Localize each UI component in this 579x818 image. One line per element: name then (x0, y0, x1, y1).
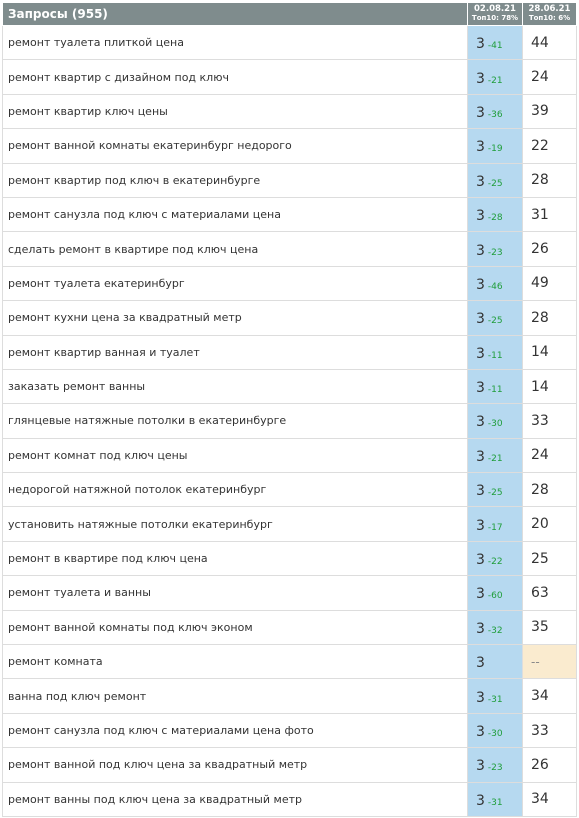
table-row (3, 748, 577, 782)
table-row (3, 129, 577, 163)
query-cell[interactable]: ремонт ванны под ключ цена за квадратный метр (3, 782, 468, 816)
position-change: -23 (487, 247, 503, 258)
current-position: 3 (476, 173, 485, 190)
position-change: -21 (487, 453, 503, 464)
current-position: 3 (476, 345, 485, 362)
current-position: 3 (476, 448, 485, 465)
previous-position-cell: 49 (523, 266, 577, 300)
current-position: 3 (476, 139, 485, 156)
previous-position-cell: 31 (523, 197, 577, 231)
previous-position-cell: -- (523, 645, 577, 679)
position-change: -11 (487, 385, 503, 396)
current-position-cell (468, 335, 523, 369)
query-cell[interactable]: ремонт в квартире под ключ цена (3, 541, 468, 575)
previous-position-cell: 28 (523, 301, 577, 335)
query-cell[interactable]: недорогой натяжной потолок екатеринбург (3, 473, 468, 507)
current-position-cell (468, 748, 523, 782)
current-position-cell (468, 232, 523, 266)
position-change: -17 (487, 522, 503, 533)
table-row (3, 438, 577, 472)
date-column-header-current[interactable] (468, 3, 523, 26)
previous-position-cell: 33 (523, 404, 577, 438)
current-position-cell (468, 438, 523, 472)
previous-position-cell: 63 (523, 576, 577, 610)
current-position: 3 (476, 36, 485, 53)
current-position-cell (468, 541, 523, 575)
position-change: -28 (487, 213, 503, 224)
position-change: -60 (487, 591, 503, 602)
current-position-cell (468, 610, 523, 644)
current-position: 3 (476, 552, 485, 569)
table-row (3, 369, 577, 403)
position-change: -30 (487, 419, 503, 430)
query-cell[interactable]: ремонт комната (3, 645, 468, 679)
current-position-cell (468, 94, 523, 128)
table-header-row (3, 3, 577, 26)
table-row (3, 473, 577, 507)
previous-position-cell: 34 (523, 679, 577, 713)
date-column-header-previous[interactable] (523, 3, 577, 26)
table-row (3, 26, 577, 60)
current-position: 3 (476, 689, 485, 706)
query-cell[interactable]: сделать ремонт в квартире под ключ цена (3, 232, 468, 266)
current-position: 3 (476, 724, 485, 740)
current-position: 3 (476, 586, 485, 603)
current-position-cell (468, 713, 523, 747)
position-change: -46 (487, 281, 503, 292)
current-position-cell (468, 404, 523, 438)
table-row (3, 163, 577, 197)
position-change: -31 (487, 797, 503, 808)
current-position-cell (468, 645, 523, 679)
current-position: 3 (476, 70, 485, 87)
query-cell[interactable]: ремонт санузла под ключ с материалами цена фото (3, 713, 468, 747)
current-position-cell (468, 782, 523, 816)
current-date: 02.08.21 (474, 4, 516, 14)
current-position-cell (468, 197, 523, 231)
queries-header[interactable]: Запросы (955) (3, 3, 468, 26)
current-position: 3 (476, 311, 485, 328)
table-row (3, 335, 577, 369)
previous-position-cell: 34 (523, 782, 577, 816)
current-position-cell (468, 576, 523, 610)
query-cell[interactable]: ремонт квартир с дизайном под ключ (3, 60, 468, 94)
query-cell[interactable]: ванна под ключ ремонт (3, 679, 468, 713)
query-cell[interactable]: ремонт ванной комнаты екатеринбург недорого (3, 129, 468, 163)
position-change: -32 (487, 625, 503, 636)
position-change: -30 (487, 729, 503, 739)
current-position-cell (468, 473, 523, 507)
current-position: 3 (476, 792, 485, 809)
query-cell[interactable]: ремонт туалета екатеринбург (3, 266, 468, 300)
position-change: -25 (487, 178, 503, 189)
table-row (3, 94, 577, 128)
current-position: 3 (476, 104, 485, 121)
current-position: 3 (476, 242, 485, 259)
current-position: 3 (476, 758, 485, 775)
previous-position-cell: 28 (523, 163, 577, 197)
current-position: 3 (476, 483, 485, 500)
query-cell[interactable]: глянцевые натяжные потолки в екатеринбурге (3, 404, 468, 438)
position-change: -25 (487, 488, 503, 499)
current-position-cell (468, 507, 523, 541)
current-position-cell (468, 679, 523, 713)
position-change: -21 (487, 75, 503, 86)
table-row (3, 576, 577, 610)
current-position-cell (468, 369, 523, 403)
table-row (3, 541, 577, 575)
previous-position-cell: 20 (523, 507, 577, 541)
current-position-cell (468, 26, 523, 60)
previous-position-cell: 25 (523, 541, 577, 575)
current-position: 3 (476, 380, 485, 397)
table-row (3, 713, 577, 747)
table-row (3, 404, 577, 438)
query-cell[interactable]: заказать ремонт ванны (3, 369, 468, 403)
previous-position-cell: 39 (523, 94, 577, 128)
query-cell[interactable]: ремонт квартир ванная и туалет (3, 335, 468, 369)
table-row (3, 197, 577, 231)
query-cell[interactable]: ремонт квартир под ключ в екатеринбурге (3, 163, 468, 197)
query-cell[interactable]: ремонт санузла под ключ с материалами цена (3, 197, 468, 231)
previous-position-cell: 33 (523, 713, 577, 747)
query-cell[interactable]: ремонт ванной комнаты под ключ эконом (3, 610, 468, 644)
previous-position-cell: 24 (523, 60, 577, 94)
current-position-cell (468, 129, 523, 163)
table-row (3, 266, 577, 300)
query-cell[interactable]: ремонт туалета и ванны (3, 576, 468, 610)
position-change: -22 (487, 557, 503, 568)
previous-position-cell: 35 (523, 610, 577, 644)
table-row (3, 60, 577, 94)
query-cell[interactable]: ремонт квартир ключ цены (3, 94, 468, 128)
current-position-cell (468, 301, 523, 335)
current-position: 3 (476, 517, 485, 534)
table-row (3, 610, 577, 644)
previous-top10: Топ10: 6% (528, 14, 571, 22)
position-change: -36 (487, 109, 503, 120)
current-position: 3 (476, 208, 485, 225)
query-cell[interactable]: ремонт комнат под ключ цены (3, 438, 468, 472)
table-row (3, 507, 577, 541)
position-change: -19 (487, 144, 503, 155)
positions-table (2, 2, 577, 817)
previous-position-cell: 26 (523, 232, 577, 266)
current-position: 3 (476, 414, 485, 431)
previous-date: 28.06.21 (528, 4, 571, 14)
table-row (3, 679, 577, 713)
current-position: 3 (476, 620, 485, 637)
table-row (3, 645, 577, 679)
table-row (3, 232, 577, 266)
previous-position-cell: 24 (523, 438, 577, 472)
position-change: -11 (487, 350, 503, 361)
current-position-cell (468, 60, 523, 94)
table-row (3, 782, 577, 816)
query-cell[interactable]: ремонт туалета плиткой цена (3, 26, 468, 60)
previous-position-cell: 14 (523, 335, 577, 369)
table-row (3, 301, 577, 335)
current-top10: Топ10: 78% (471, 14, 519, 22)
position-change: -41 (487, 41, 503, 52)
previous-position-cell: 14 (523, 369, 577, 403)
previous-position-cell: 26 (523, 748, 577, 782)
current-position-cell (468, 163, 523, 197)
previous-position-cell: 44 (523, 26, 577, 60)
position-change: -25 (487, 316, 503, 327)
position-change: -23 (487, 763, 503, 774)
current-position: 3 (476, 655, 485, 672)
query-cell[interactable]: установить натяжные потолки екатеринбург (3, 507, 468, 541)
query-cell[interactable]: ремонт кухни цена за квадратный метр (3, 301, 468, 335)
previous-position-cell: 28 (523, 473, 577, 507)
current-position-cell (468, 266, 523, 300)
current-position: 3 (476, 276, 485, 293)
previous-position-cell: 22 (523, 129, 577, 163)
query-cell[interactable]: ремонт ванной под ключ цена за квадратный метр (3, 748, 468, 782)
position-change: -31 (487, 694, 503, 705)
